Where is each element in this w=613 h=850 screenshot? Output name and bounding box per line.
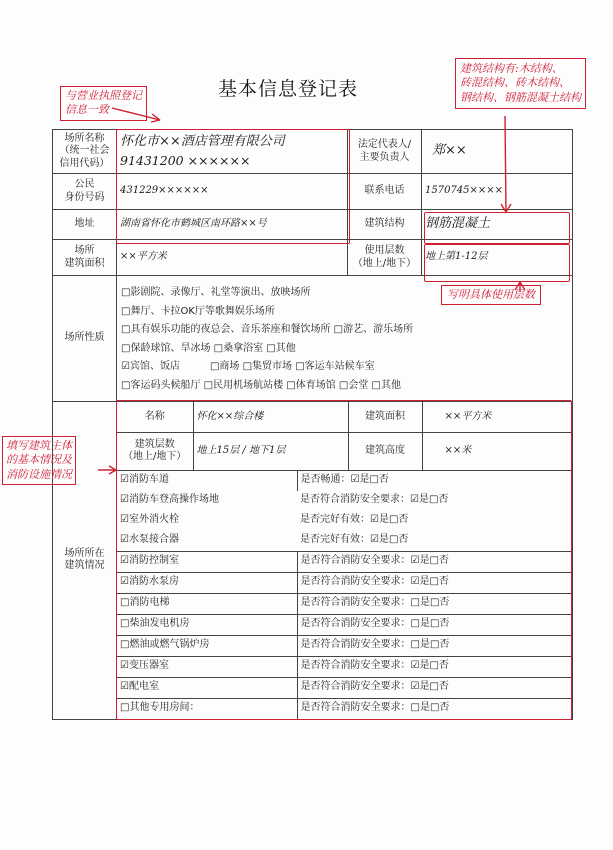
building-height-label: 建筑高度 <box>348 432 422 470</box>
nature-line-6[interactable]: □客运码头候船厅 □民用机场航站楼 □体育场馆 □会堂 □其他 <box>121 379 401 391</box>
building-floors-label: 建筑层数 （地上/地下） <box>117 432 193 470</box>
facility-name[interactable]: ☑消防控制室 <box>117 551 297 572</box>
building-height-value[interactable]: ××米 <box>422 432 573 470</box>
structure-value[interactable]: 钢筋混凝土 <box>422 210 573 240</box>
building-name-label: 名称 <box>117 402 193 432</box>
facility-status[interactable]: 是否符合消防安全要求：☑是□否 <box>297 551 573 572</box>
facility-name[interactable]: □其他专用房间： <box>117 698 297 719</box>
facility-name[interactable]: □燃油或燃气锅炉房 <box>117 635 297 656</box>
facility-status[interactable]: 是否符合消防安全要求：□是□否 <box>297 698 573 719</box>
facility-name[interactable]: ☑室外消火栓 <box>120 514 179 526</box>
nature-line-4[interactable]: □保龄球馆、旱冰场 □桑拿浴室 □其他 <box>121 342 296 354</box>
facility-name[interactable]: ☑消防水泵房 <box>117 572 297 593</box>
facility-name[interactable]: ☑配电室 <box>117 677 297 698</box>
form-title: 基本信息登记表 <box>218 78 359 100</box>
address-label: 地址 <box>53 210 117 240</box>
id-number-label: 公民 身份号码 <box>53 174 117 210</box>
place-nature-label: 场所性质 <box>53 276 117 402</box>
arrow-structure <box>505 116 506 212</box>
note-license: 与营业执照登记 信息一致 <box>60 86 147 121</box>
facility-status[interactable]: 是否符合消防安全要求：□是□否 <box>297 635 573 656</box>
facility-status[interactable]: 是否符合消防安全要求：☑是□否 <box>297 656 573 677</box>
building-name-value[interactable]: 怀化××综合楼 <box>193 402 348 432</box>
area-label: 场所 建筑面积 <box>53 240 117 276</box>
legal-rep-value[interactable]: 郑×× <box>422 130 573 174</box>
structure-label: 建筑结构 <box>348 210 422 240</box>
building-area-label: 建筑面积 <box>348 402 422 432</box>
phone-label: 联系电话 <box>348 174 422 210</box>
facility-name[interactable]: ☑变压器室 <box>117 656 297 677</box>
legal-rep-label: 法定代表人/ 主要负责人 <box>348 130 422 174</box>
area-value[interactable]: ××平方米 <box>117 240 348 276</box>
place-name-value[interactable]: 怀化市××酒店管理有限公司 91431200 ×××××× <box>117 130 348 174</box>
facility-status[interactable]: 是否符合消防安全要求：☑是□否 <box>300 494 449 506</box>
note-building: 填写建筑主体 的基本情况及 消防设施情况 <box>2 436 76 485</box>
id-number-value[interactable]: 431229×××××× <box>117 174 348 210</box>
facility-name[interactable]: ☑消防车道 <box>117 471 297 491</box>
facility-status[interactable]: 是否畅通：☑是□否 <box>300 474 389 486</box>
facility-status[interactable]: 是否完好有效：☑是□否 <box>300 514 409 526</box>
facility-status[interactable]: 是否完好有效：☑是□否 <box>300 534 409 546</box>
facility-status[interactable]: 是否符合消防安全要求：□是□否 <box>297 593 573 614</box>
building-area-value[interactable]: ××平方米 <box>422 402 573 432</box>
note-structure: 建筑结构有:木结构、 砖混结构、砖木结构、 钢结构、钢筋混凝土结构 <box>455 58 586 109</box>
facility-name[interactable]: ☑消防车登高操作场地 <box>120 494 219 506</box>
floors-used-value[interactable]: 地上第1-12层 <box>422 240 573 276</box>
facility-status[interactable]: 是否符合消防安全要求：☑是□否 <box>297 572 573 593</box>
facility-name[interactable]: □柴油发电机房 <box>117 614 297 635</box>
nature-line-2[interactable]: □舞厅、卡拉OK厅等歌舞娱乐场所 <box>121 305 275 317</box>
nature-line-3[interactable]: □具有娱乐功能的夜总会、音乐茶座和餐饮场所 □游艺、游乐场所 <box>121 324 414 335</box>
phone-value[interactable]: 1570745×××× <box>422 174 573 210</box>
place-name-label: 场所名称 （统一社会 信用代码） <box>53 130 117 174</box>
facility-name[interactable]: □消防电梯 <box>117 593 297 614</box>
note-floors: 写明具体使用层数 <box>441 285 541 305</box>
nature-line-1[interactable]: □影剧院、录像厅、礼堂等演出、放映场所 <box>121 287 311 298</box>
building-floors-value[interactable]: 地上15层 / 地下1层 <box>193 432 348 470</box>
facility-name[interactable]: ☑水泵接合器 <box>120 534 179 546</box>
building-info-label: 场所所在 建筑情况 <box>53 402 117 720</box>
address-value[interactable]: 湖南省怀化市鹤城区南环路××号 <box>117 210 348 240</box>
nature-line-5[interactable]: ☑宾馆、饭店 □商场 □集贸市场 □客运车站候车室 <box>121 361 375 372</box>
facility-status[interactable]: 是否符合消防安全要求：□是□否 <box>297 614 573 635</box>
facility-status[interactable]: 是否符合消防安全要求：☑是□否 <box>297 677 573 698</box>
floors-used-label: 使用层数 （地上/地下） <box>348 240 422 276</box>
